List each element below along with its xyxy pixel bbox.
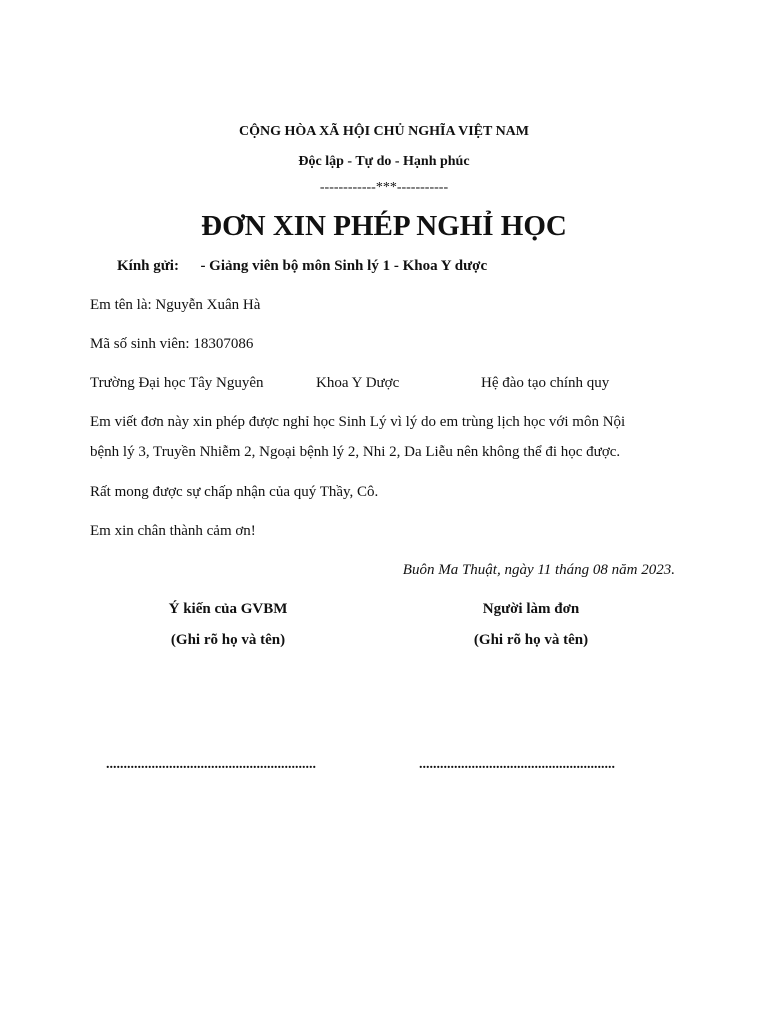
left-signature-dots: ............................................................ — [106, 757, 316, 772]
recipient-label: Kính gửi: — [117, 258, 179, 274]
right-signature-title: Người làm đơn — [482, 601, 580, 617]
thanks-line: Em xin chân thành cảm ơn! — [90, 523, 256, 539]
student-school: Trường Đại học Tây Nguyên — [90, 375, 264, 391]
nation-heading: CỘNG HÒA XÃ HỘI CHỦ NGHĨA VIỆT NAM — [238, 124, 529, 139]
left-signature-note: (Ghi rõ họ và tên) — [170, 632, 286, 648]
reason-line-2: bệnh lý 3, Truyền Nhiễm 2, Ngoại bệnh lý 2, Nhi 2, Da Liễu nên không thể đi học được. — [90, 444, 621, 460]
hope-line: Rất mong được sự chấp nhận của quý Thầy, Cô. — [90, 484, 379, 500]
student-program: Hệ đào tạo chính quy — [481, 375, 610, 391]
header-divider: ------------***----------- — [319, 180, 449, 195]
reason-line-1: Em viết đơn này xin phép được nghỉ học Sinh Lý vì lý do em trùng lịch học với môn Nội — [90, 414, 626, 430]
document-title: ĐƠN XIN PHÉP NGHỈ HỌC — [201, 210, 567, 242]
student-faculty: Khoa Y Dược — [316, 375, 400, 391]
left-signature-title: Ý kiến của GVBM — [168, 601, 288, 617]
right-signature-note: (Ghi rõ họ và tên) — [473, 632, 589, 648]
student-name-line: Em tên là: Nguyễn Xuân Hà — [90, 297, 261, 313]
motto: Độc lập - Tự do - Hạnh phúc — [298, 154, 470, 169]
date-line: Buôn Ma Thuật, ngày 11 tháng 08 năm 2023. — [402, 562, 675, 578]
recipient-line — [117, 259, 487, 274]
recipient-value: - Giảng viên bộ môn Sinh lý 1 - Khoa Y dược — [200, 258, 488, 274]
right-signature-dots: ........................................................ — [419, 757, 615, 772]
student-id-line: Mã số sinh viên: 18307086 — [90, 336, 254, 352]
